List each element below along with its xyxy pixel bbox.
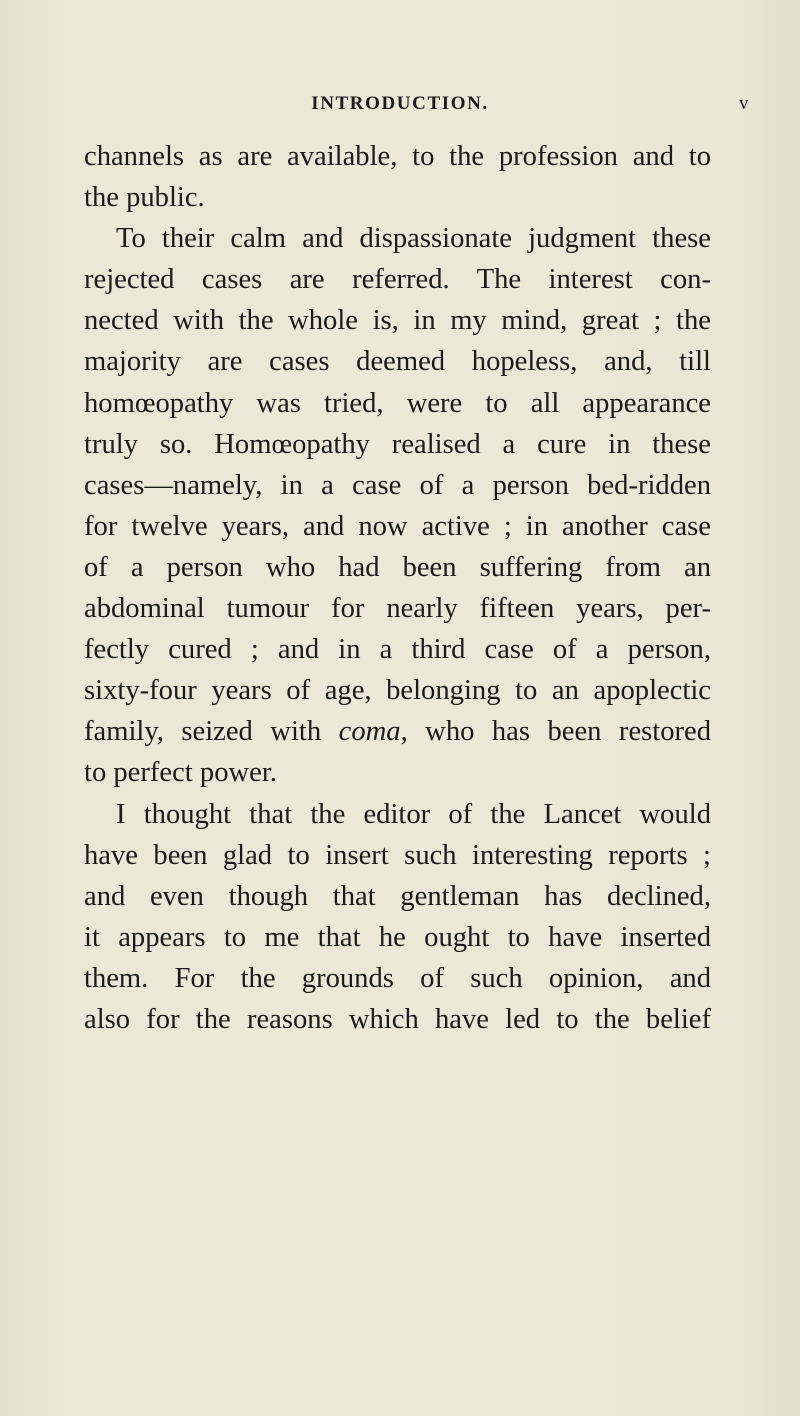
text-line: to perfect power. — [84, 757, 277, 789]
text-line: To their calm and dispassionate judgment these — [116, 223, 711, 255]
text-line: and even though that gentleman has declined, — [84, 880, 711, 912]
text-line: it appears to me that he ought to have inserted — [84, 921, 711, 953]
text-line: sixty-four years of age, belonging to an apoplectic — [84, 675, 711, 707]
text-line: the public. — [84, 182, 205, 214]
text-line: fectly cured ; and in a third case of a person, — [84, 634, 711, 666]
text-line: I thought that the editor of the Lancet would — [116, 798, 711, 830]
chapter-title: INTRODUCTION. — [311, 93, 489, 114]
text-line: majority are cases deemed hopeless, and, till — [84, 346, 711, 378]
text-line: nected with the whole is, in my mind, great ; the — [84, 305, 711, 337]
body-text — [84, 136, 711, 1040]
page-number: v — [739, 93, 749, 114]
text-line: channels as are available, to the profession and to — [84, 141, 711, 172]
text-line: of a person who had been suffering from an — [84, 551, 711, 583]
text-line: them. For the grounds of such opinion, and — [84, 962, 711, 994]
text-line: have been glad to insert such interesting reports ; — [84, 839, 711, 871]
text-line-with-italic: family, seized with coma, who has been restored — [84, 716, 712, 748]
text-line: abdominal tumour for nearly fifteen years, per- — [84, 593, 711, 625]
running-head — [0, 93, 800, 123]
text-line: for twelve years, and now active ; in another case — [84, 510, 711, 542]
text-line: rejected cases are referred. The interest con- — [84, 264, 711, 296]
italic-term: coma — [338, 716, 401, 748]
text-line: also for the reasons which have led to the belief — [84, 1003, 711, 1035]
text-line: homœopathy was tried, were to all appearance — [84, 387, 711, 419]
text-line: truly so. Homœopathy realised a cure in these — [84, 428, 711, 460]
text-line: cases—namely, in a case of a person bed-ridden — [84, 469, 711, 501]
